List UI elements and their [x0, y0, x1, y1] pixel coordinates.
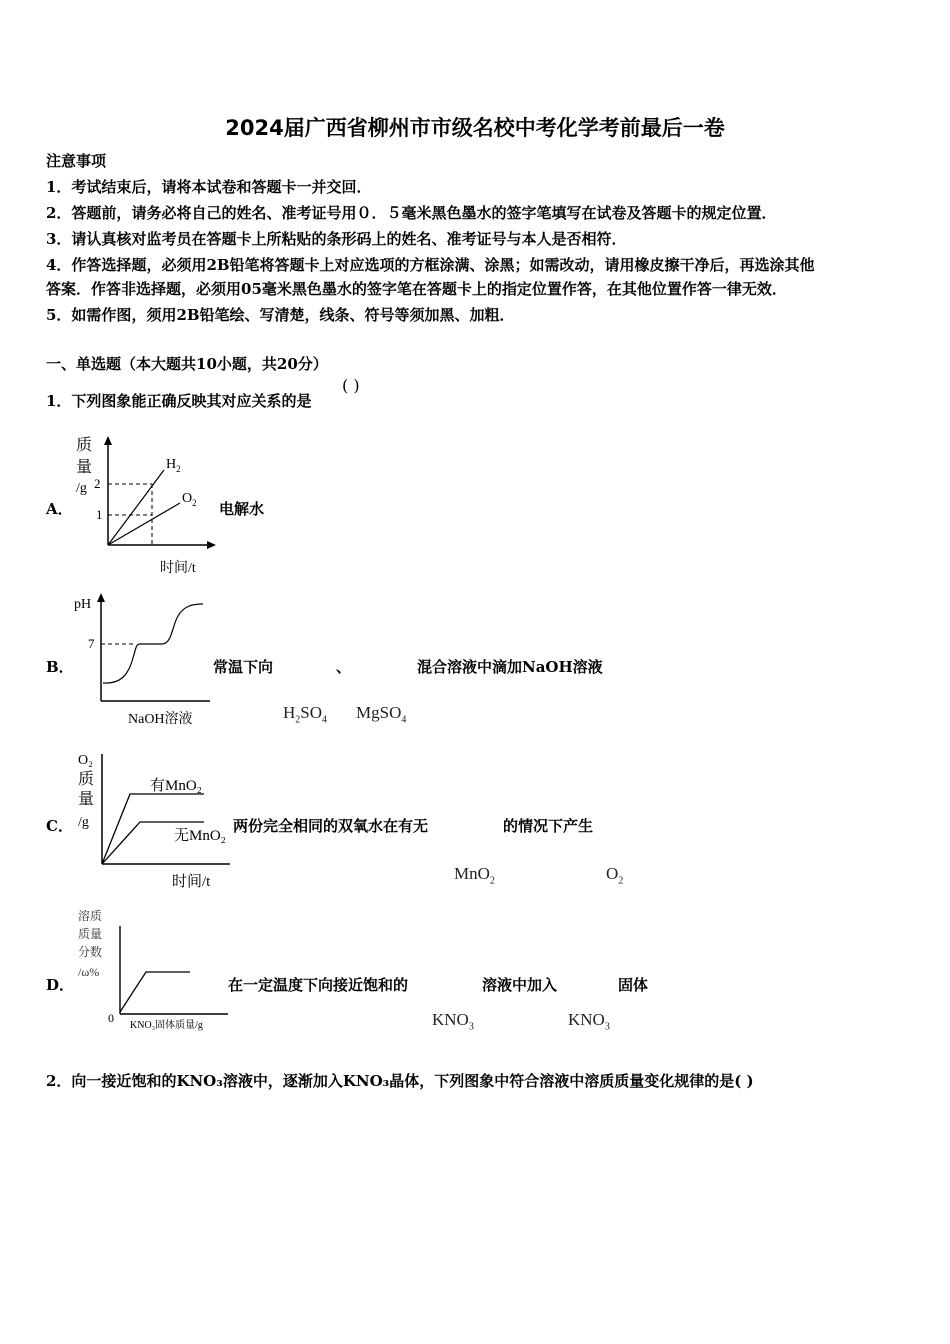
option-b-letter: B． [46, 658, 74, 676]
y-axis-label: 质 [78, 771, 95, 788]
x-axis-label: NaOH溶液 [128, 712, 193, 727]
option-a-text: 电解水 [219, 500, 265, 518]
y-axis-label: /g [76, 481, 87, 496]
option-b-separator: 、 [336, 658, 352, 676]
y-axis-label: pH [74, 597, 92, 612]
y-axis-label: 量 [78, 791, 95, 808]
section-heading: 一、单选题（本大题共10小题，共20分） [46, 355, 328, 373]
origin-label: 0 [108, 1011, 114, 1025]
option-a-letter: A． [46, 500, 73, 518]
y-axis-label: 质 [76, 437, 93, 454]
option-d-graph [76, 904, 236, 1034]
y-axis-label: /g [78, 815, 89, 830]
series-label-o2: $O_2$ [182, 491, 197, 508]
question-1-stem: 1．下列图象能正确反映其对应关系的是 [46, 392, 312, 410]
x-axis-label: 时间/t [172, 874, 211, 890]
note-item: 3．请认真核对监考员在答题卡上所粘贴的条形码上的姓名、准考证号与本人是否相符． [46, 230, 627, 248]
y-axis-label: /ω% [78, 965, 100, 979]
formula-kno3: $KNO_3$ [432, 1010, 474, 1033]
series-label-upper: 有MnO₂ [150, 778, 202, 794]
formula-kno3: $KNO_3$ [568, 1010, 610, 1033]
h2-line [108, 470, 164, 545]
option-d-text-2: 溶液中加入 [482, 976, 558, 994]
option-c-text-2: 的情况下产生 [503, 817, 594, 835]
x-axis-label: KNO₃固体质量/g [130, 1020, 203, 1031]
note-item: 4．作答选择题，必须用2B铅笔将答题卡上对应选项的方框涂满、涂黑；如需改动，请用橡皮擦干净后，再选涂其他 [46, 256, 815, 274]
note-item: 2．答题前，请务必将自己的姓名、准考证号用０．５毫米黑色墨水的签字笔填写在试卷及答题卡的规定位置． [46, 204, 777, 222]
notes-heading: 注意事项 [46, 152, 107, 170]
option-b-text-1: 常温下向 [213, 658, 274, 676]
y-axis-arrow [97, 593, 105, 602]
note-item: 1．考试结束后，请将本试卷和答题卡一并交回． [46, 178, 372, 196]
y-axis-label: 溶质 [78, 909, 103, 923]
option-d-letter: D． [46, 976, 75, 994]
page-title: 2024届广西省柳州市市级名校中考化学考前最后一卷 [225, 116, 725, 140]
note-item: 答案．作答非选择题，必须用05毫米黑色墨水的签字笔在答题卡上的指定位置作答，在其他位置作答一律无效． [46, 280, 787, 298]
option-b-graph [70, 588, 220, 728]
tick-label-1: 1 [96, 507, 103, 522]
option-a-graph [66, 432, 226, 580]
series-label-h2: $H_2$ [166, 457, 181, 474]
option-b-text-2: 混合溶液中滴加NaOH溶液 [417, 658, 603, 676]
formula-mno2: MnO$_2$ [454, 864, 495, 887]
question-2-stem: 2．向一接近饱和的KNO₃溶液中，逐渐加入KNO₃晶体，下列图象中符合溶液中溶质质量变化规律的是( ) [46, 1072, 754, 1090]
y-axis-label: 分数 [78, 945, 103, 959]
formula-o2: $O_2$ [606, 864, 624, 887]
y-axis-arrow [104, 436, 112, 445]
formula-mgso4: MgSO$_4$ [356, 703, 407, 726]
option-c-text-1: 两份完全相同的双氧水在有无 [233, 817, 429, 835]
x-axis-arrow [207, 541, 216, 549]
x-axis-label: 时间/t [160, 561, 196, 576]
formula-h2so4: $H_2SO_4$ [283, 703, 328, 726]
option-c-letter: C． [46, 817, 73, 835]
tick-label-2: 2 [94, 476, 101, 491]
option-d-text-1: 在一定温度下向接近饱和的 [228, 976, 409, 994]
o2-line [108, 503, 180, 545]
y-axis-label: 质量 [78, 927, 103, 941]
option-c-graph [70, 746, 236, 892]
option-d-text-3: 固体 [618, 976, 649, 994]
answer-paren: ( ) [342, 376, 360, 395]
series-label-lower: 无MnO₂ [174, 828, 226, 844]
note-item: 5．如需作图，须用2B铅笔绘、写清楚，线条、符号等须加黑、加粗． [46, 306, 515, 324]
y-axis-label: 量 [76, 459, 93, 476]
y-axis-label: O₂ [78, 753, 93, 768]
fraction-line [120, 972, 190, 1012]
tick-label-7: 7 [88, 636, 95, 651]
